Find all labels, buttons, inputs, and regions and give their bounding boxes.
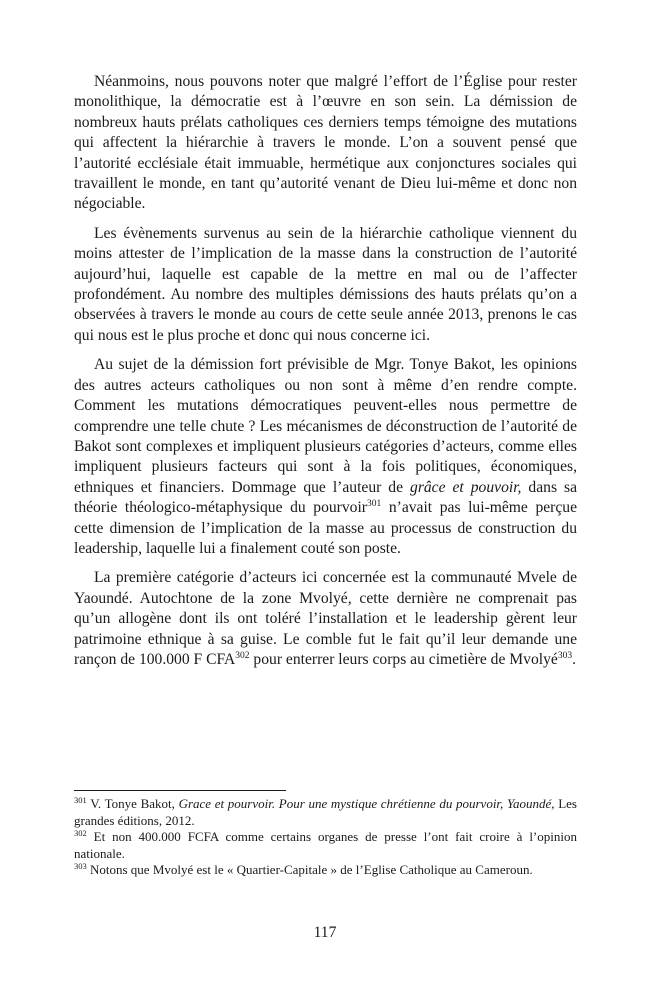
footnote-separator <box>74 790 286 791</box>
footnote-text: V. Tonye Bakot, <box>86 796 179 811</box>
paragraph-4-text-c: . <box>572 650 576 668</box>
footnote-ref-301[interactable]: 301 <box>367 499 382 510</box>
footnote-number: 302 <box>74 828 87 839</box>
footnote-text: Et non 400.000 FCFA comme certains organes de presse l’ont fait croire à l’opinion nationale. <box>74 829 577 861</box>
paragraph-3-text-b: dans sa théorie théologico-métaphysique du pourvoir <box>74 478 577 517</box>
footnote-title-italic: Grace et pourvoir. Pour une mystique chrétienne du pourvoir, Yaoundé, <box>178 796 555 811</box>
footnote-number: 301 <box>74 795 87 805</box>
footnote-ref-302[interactable]: 302 <box>235 650 250 661</box>
footnote-text: Les grandes éditions, 2012. <box>74 796 577 828</box>
footnote-302 <box>74 829 577 862</box>
paragraph-2: Les évènements survenus au sein de la hiérarchie catholique viennent du moins attester de l’implication de la masse dans la construction de l’autorité aujourd’hui, laquelle est capable de la mettre en mal ou de l’affecter profondément. Au nombre des multiples démissions des hauts prélats qu’on a observées à travers le monde au cours de cette seule année 2013, prenons le cas qui nous est le plus proche et donc qui nous concerne ici. <box>74 224 577 344</box>
paragraph-4-text-a: La première catégorie d’acteurs ici concernée est la communauté Mvele de Yaoundé. Autochtone de la zone Mvolyé, cette dernière ne comprenait pas qu’un allogène dont ils ont toléré l’installation et le leadership gèrent leur patrimoine ethnique à sa guise. Le comble fut le fait qu’il leur demande une rançon de 100.000 F CFA <box>74 569 577 668</box>
paragraph-1: Néanmoins, nous pouvons noter que malgré l’effort de l’Église pour rester monolithique, la démocratie est à l’œuvre en son sein. La démission de nombreux hauts prélats catholiques ces derniers temps témoigne des mutations qui affectent la hiérarchie à travers le monde. L’on a souvent pensé que l’autorité ecclésiale était immuable, hermétique aux conjonctures sociales qui travaillent le monde, en tant qu’autorité venant de Dieu lui-même et donc non négociable. <box>74 73 577 213</box>
footnotes <box>74 796 577 879</box>
paragraph-3 <box>74 355 577 559</box>
footnote-301 <box>74 796 577 829</box>
page-number: 117 <box>313 924 337 941</box>
footnote-303 <box>74 862 577 879</box>
footnote-ref-303[interactable]: 303 <box>557 650 573 661</box>
book-title-italic: grâce et pouvoir, <box>410 478 522 496</box>
paragraph-3-text-c: n’avait pas lui-même perçue cette dimension de l’implication de la masse au processus de construction du leadership, laquelle lui a finalement couté son poste. <box>74 499 577 557</box>
paragraph-4-text-b: pour enterrer leurs corps au cimetière de Mvolyé <box>249 650 558 668</box>
footnote-text: Notons que Mvolyé est le « Quartier-Capitale » de l’Eglise Catholique au Cameroun. <box>86 862 533 878</box>
footnote-number: 303 <box>74 861 87 872</box>
paragraph-3-text-a: Au sujet de la démission fort prévisible de Mgr. Tonye Bakot, les opinions des autres acteurs catholiques ou non sont à même d’en rendre compte. Comment les mutations démocratiques peuvent-elles nous permettre de comprendre une telle chute ? Les mécanismes de déconstruction de l’autorité de Bakot sont complexes et impliquent plusieurs catégories d’acteurs, comme elles impliquent plusieurs facteurs qui sont à la fois politiques, économiques, ethniques et financiers. Dommage que l’auteur de <box>74 356 577 496</box>
paragraph-4 <box>74 568 577 670</box>
page-body <box>74 72 577 679</box>
